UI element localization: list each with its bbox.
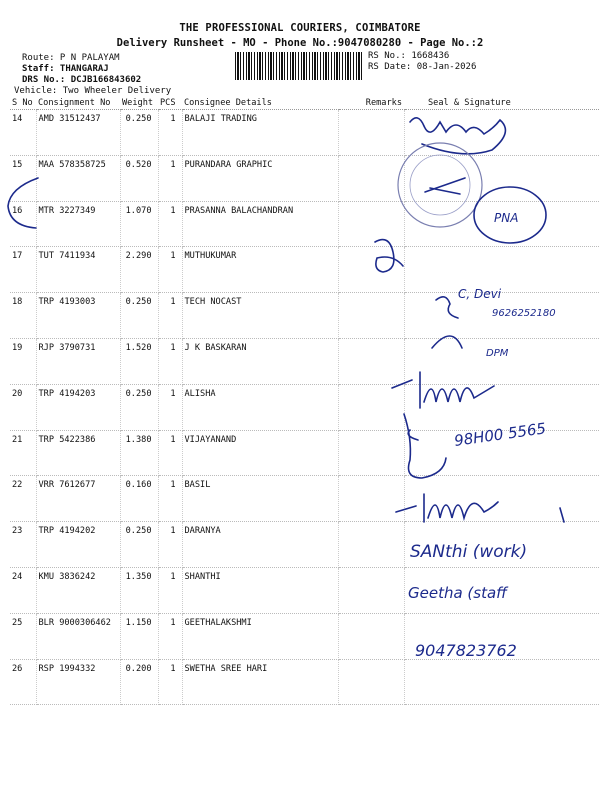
table-row: [10, 293, 600, 339]
cell-pcs: 1: [158, 201, 182, 247]
cell-sno: 21: [10, 430, 36, 476]
cell-sno: 19: [10, 338, 36, 384]
cell-consignment-no: RJP 3790731: [36, 338, 120, 384]
cell-pcs: 1: [158, 293, 182, 339]
cell-sno: 15: [10, 155, 36, 201]
cell-pcs: 1: [158, 247, 182, 293]
cell-seal-signature: [404, 522, 600, 568]
cell-pcs: 1: [158, 430, 182, 476]
cell-remarks: [338, 201, 404, 247]
cell-seal-signature: [404, 476, 600, 522]
cell-pcs: 1: [158, 476, 182, 522]
handwritten-note-row-24: SANthi (work): [410, 542, 528, 562]
cell-remarks: [338, 476, 404, 522]
cell-consignment-no: KMU 3836242: [36, 567, 120, 613]
cell-weight: 1.520: [120, 338, 158, 384]
table-row: [10, 110, 600, 156]
cell-seal-signature: [404, 338, 600, 384]
cell-pcs: 1: [158, 155, 182, 201]
table-row: [10, 430, 600, 476]
cell-sno: 20: [10, 384, 36, 430]
cell-consignee-name: VIJAYANAND: [182, 430, 338, 476]
cell-consignee-name: TECH NOCAST: [182, 293, 338, 339]
cell-consignment-no: MAA 578358725: [36, 155, 120, 201]
cell-consignment-no: TRP 4193003: [36, 293, 120, 339]
table-header-row: [10, 97, 600, 110]
col-header-pcs: PCS: [158, 97, 182, 110]
cell-consignee-name: SHANTHI: [182, 567, 338, 613]
handwritten-phone-row-18: 9626252180: [492, 308, 556, 319]
cell-weight: 0.200: [120, 659, 158, 705]
cell-weight: 1.380: [120, 430, 158, 476]
cell-weight: 0.250: [120, 522, 158, 568]
cell-remarks: [338, 659, 404, 705]
cell-seal-signature: [404, 201, 600, 247]
cell-seal-signature: [404, 110, 600, 156]
cell-seal-signature: [404, 659, 600, 705]
cell-consignee-name: PRASANNA BALACHANDRAN: [182, 201, 338, 247]
cell-sno: 14: [10, 110, 36, 156]
cell-weight: 0.160: [120, 476, 158, 522]
company-title: THE PROFESSIONAL COURIERS, COIMBATORE: [179, 22, 421, 34]
cell-sno: 17: [10, 247, 36, 293]
cell-weight: 2.290: [120, 247, 158, 293]
handwritten-mark-row-15: PNA: [494, 211, 519, 225]
cell-consignee-name: GEETHALAKSHMI: [182, 613, 338, 659]
table-row: [10, 201, 600, 247]
cell-consignment-no: TRP 4194203: [36, 384, 120, 430]
route-label: Route: P N PALAYAM: [22, 53, 120, 63]
handwritten-note-row-25: Geetha (staff: [408, 584, 507, 602]
cell-seal-signature: [404, 613, 600, 659]
rs-date: RS Date: 08-Jan-2026: [368, 62, 477, 72]
col-header-seal-signature: Seal & Signature: [404, 97, 600, 110]
cell-pcs: 1: [158, 567, 182, 613]
table-row: [10, 247, 600, 293]
handwritten-note-row-21: 98H00 5565: [453, 419, 548, 450]
staff-label: Staff: THANGARAJ: [22, 64, 109, 74]
handwritten-name-row-18: C, Devi: [458, 287, 502, 301]
cell-pcs: 1: [158, 659, 182, 705]
col-header-remarks: Remarks: [338, 97, 404, 110]
barcode-image: [235, 52, 363, 80]
cell-remarks: [338, 567, 404, 613]
table-row: [10, 659, 600, 705]
cell-weight: 0.250: [120, 293, 158, 339]
cell-consignment-no: MTR 3227349: [36, 201, 120, 247]
cell-consignee-name: MUTHUKUMAR: [182, 247, 338, 293]
cell-remarks: [338, 338, 404, 384]
cell-remarks: [338, 430, 404, 476]
cell-pcs: 1: [158, 110, 182, 156]
cell-remarks: [338, 155, 404, 201]
col-header-consignee: Consignee Details: [182, 97, 338, 110]
cell-consignee-name: ALISHA: [182, 384, 338, 430]
cell-consignee-name: DARANYA: [182, 522, 338, 568]
cell-weight: 1.350: [120, 567, 158, 613]
cell-remarks: [338, 522, 404, 568]
cell-remarks: [338, 293, 404, 339]
cell-seal-signature: [404, 155, 600, 201]
cell-pcs: 1: [158, 613, 182, 659]
cell-weight: 0.250: [120, 110, 158, 156]
cell-consignee-name: SWETHA SREE HARI: [182, 659, 338, 705]
cell-sno: 24: [10, 567, 36, 613]
cell-sno: 22: [10, 476, 36, 522]
vehicle-label: Vehicle: Two Wheeler Delivery: [14, 86, 172, 96]
cell-sno: 18: [10, 293, 36, 339]
cell-weight: 0.250: [120, 384, 158, 430]
table-row: [10, 476, 600, 522]
table-row: [10, 522, 600, 568]
rs-number: RS No.: 1668436: [368, 51, 450, 61]
cell-remarks: [338, 384, 404, 430]
table-row: [10, 155, 600, 201]
cell-consignee-name: J K BASKARAN: [182, 338, 338, 384]
cell-sno: 16: [10, 201, 36, 247]
cell-weight: 0.520: [120, 155, 158, 201]
cell-consignment-no: AMD 31512437: [36, 110, 120, 156]
table-row: [10, 384, 600, 430]
runsheet-table: [10, 97, 600, 705]
handwritten-phone-row-26: 9047823762: [415, 641, 517, 660]
cell-consignment-no: TRP 4194202: [36, 522, 120, 568]
cell-pcs: 1: [158, 338, 182, 384]
drs-label: DRS No.: DCJB166843602: [22, 75, 142, 85]
cell-remarks: [338, 613, 404, 659]
cell-seal-signature: [404, 384, 600, 430]
cell-consignment-no: BLR 9000306462: [36, 613, 120, 659]
cell-consignee-name: BASIL: [182, 476, 338, 522]
cell-pcs: 1: [158, 522, 182, 568]
cell-consignment-no: RSP 1994332: [36, 659, 120, 705]
cell-consignment-no: VRR 7612677: [36, 476, 120, 522]
cell-sno: 25: [10, 613, 36, 659]
cell-sno: 23: [10, 522, 36, 568]
runsheet-subtitle: Delivery Runsheet - MO - Phone No.:9047080280 - Page No.:2: [116, 37, 484, 49]
cell-seal-signature: [404, 247, 600, 293]
cell-consignee-name: BALAJI TRADING: [182, 110, 338, 156]
col-header-weight: Weight: [120, 97, 158, 110]
table-row: [10, 567, 600, 613]
col-header-sno: S No: [10, 97, 36, 110]
cell-sno: 26: [10, 659, 36, 705]
cell-consignment-no: TRP 5422386: [36, 430, 120, 476]
cell-consignment-no: TUT 7411934: [36, 247, 120, 293]
cell-seal-signature: [404, 567, 600, 613]
cell-pcs: 1: [158, 384, 182, 430]
handwritten-mark-row-19: DPM: [486, 348, 509, 359]
table-row: [10, 613, 600, 659]
table-row: [10, 338, 600, 384]
cell-consignee-name: PURANDARA GRAPHIC: [182, 155, 338, 201]
cell-seal-signature: [404, 293, 600, 339]
cell-weight: 1.150: [120, 613, 158, 659]
cell-seal-signature: [404, 430, 600, 476]
cell-remarks: [338, 110, 404, 156]
cell-weight: 1.070: [120, 201, 158, 247]
cell-remarks: [338, 247, 404, 293]
col-header-consignment: Consignment No: [36, 97, 120, 110]
